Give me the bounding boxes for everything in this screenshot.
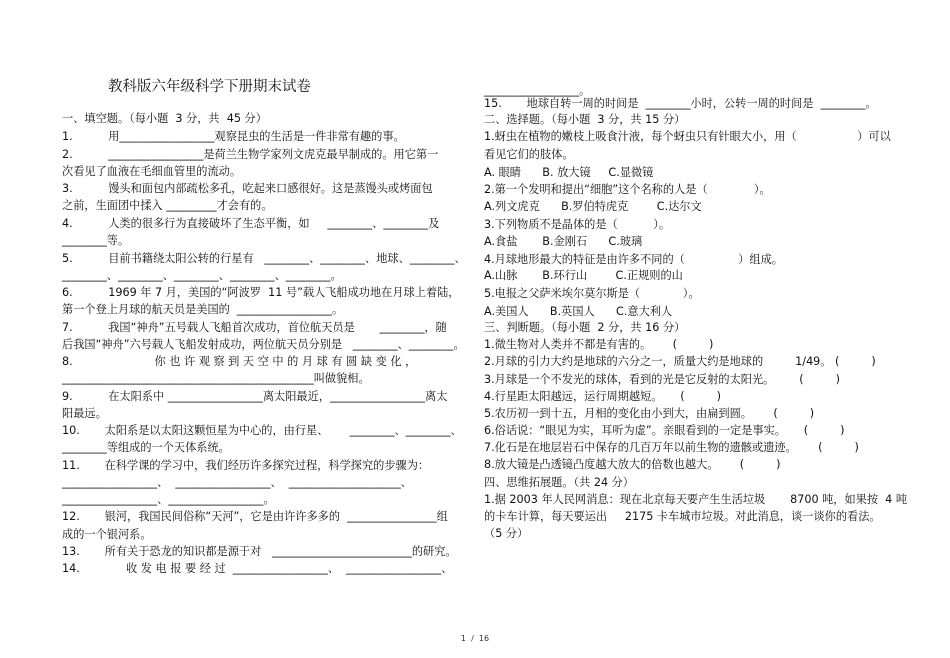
text-line: 1.蚜虫在植物的嫩枝上吸食汁液，每个蚜虫只有针眼大小，用（ ）可以 (484, 130, 891, 143)
text-line: 9. 在太阳系中 _________________离太阳最近，_________________离太 (62, 390, 448, 403)
text-line: 次看见了血液在毛细血管里的流动。 (62, 165, 242, 178)
text-line: 2.月球的引力大约是地球的六分之一，质量大约是地球的 1/49。 ( ) (484, 355, 876, 368)
text-line: 1.微生物对人类并不都是有害的。 ( ) (484, 338, 714, 351)
text-line: _____________________________________________叫做貌相。 (62, 372, 370, 385)
text-line: 4.行星距太阳越远，运行周期越短。 ( ) (484, 390, 722, 403)
text-line: 3. 馒头和面包内部疏松多孔，吃起来口感很好。这是蒸馒头或烤面包 (62, 182, 433, 195)
text-line: 10. 太阳系是以太阳这颗恒星为中心的，由行星、 ________、________、 (62, 424, 462, 437)
text-line: 2. _________________是荷兰生物学家列文虎克最早制成的。用它第一 (62, 148, 439, 161)
text-line: 7.化石是在地层岩石中保存的几百万年以前生物的遗骸或遗迹。 ( ) (484, 441, 859, 454)
text-line: 阳最远。 (62, 407, 107, 420)
text-line: 11. 在科学课的学习中，我们经历许多探究过程，科学探究的步骤为： (62, 459, 430, 472)
text-line: 7. 我国“神舟”五号载人飞船首次成功，首位航天员是 ________，随 (62, 321, 447, 334)
text-line: A.列文虎克 B.罗伯特虎克 C.达尔文 (484, 200, 702, 213)
text-line: 一、填空题。（每小题 3 分，共 45 分） (62, 112, 267, 125)
text-line: 8. 你 也 许 观 察 到 天 空 中 的 月 球 有 圆 缺 变 化 ， (62, 355, 417, 368)
text-line: 5.电报之父萨米埃尔莫尔斯是（ ）。 (484, 287, 700, 300)
text-line: 3.下列物质不是晶体的是（ ）。 (484, 218, 671, 231)
text-line: A. 眼睛 B. 放大镜 C.显微镜 (484, 166, 654, 179)
text-line: _________________、 _________________、 ____________________、 (62, 476, 412, 489)
text-line: A.美国人 B.英国人 C.意大利人 (484, 305, 673, 318)
text-line: 5.农历初一到十五，月相的变化由小到大，由扁到圆。 ( ) (484, 407, 815, 420)
text-line: 14. 收 发 电 报 要 经 过 _________________、 _________________、 (62, 562, 453, 575)
text-line: 之前，生面团中揉入 _________才会有的。 (62, 199, 273, 212)
text-line: 15. 地球自转一周的时间是 ________小时，公转一周的时间是 ________。 (484, 97, 877, 110)
text-line: 四、思维拓展题。（共 24 分） (484, 476, 634, 489)
exam-title: 教科版六年级科学下册期末试卷 (108, 79, 311, 95)
text-line: 后我国“神舟”六号载人飞船发射成功，两位航天员分别是 ________、________。 (62, 338, 465, 351)
text-line: ________、________、________、________、________。 (62, 269, 342, 282)
text-line: 8.放大镜是凸透镜凸度越大放大的倍数也越大。 ( ) (484, 458, 781, 471)
text-line: 3.月球是一个不发光的球体，看到的光是它反射的太阳光。 ( ) (484, 373, 840, 386)
text-line: 1. 用_________________观察昆虫的生活是一件非常有趣的事。 (62, 130, 405, 143)
text-line: 成的一个银河系。 (62, 528, 152, 541)
text-line: 2.第一个发明和提出“细胞”这个名称的人是（ ）。 (484, 183, 771, 196)
text-line: ________等组成的一个天体系统。 (62, 441, 230, 454)
text-line: A.食盐 B.金刚石 C.玻璃 (484, 235, 643, 248)
text-line: （5 分） (484, 527, 529, 540)
text-line: 13. 所有关于恐龙的知识都是源于对 _________________________的研究。 (62, 545, 457, 558)
text-line: 4.月球地形最大的特征是由许多不同的（ ）组成。 (484, 253, 783, 266)
text-line: _________________。 (484, 84, 591, 97)
text-line: 5. 目前书籍绕太阳公转的行星有 ________、________、地球、________、 (62, 252, 466, 265)
text-line: ________等。 (62, 234, 130, 247)
text-line: _________________、_________________。 (62, 493, 275, 506)
text-line: 12. 银河，我国民间俗称“天河”，它是由许许多多的 ________________组 (62, 510, 448, 523)
text-line: 看见它们的肢体。 (484, 148, 574, 161)
text-line: 三、判断题。（每小题 2 分，共 16 分） (484, 321, 686, 334)
text-line: 1.据 2003 年人民网消息：现在北京每天要产生生活垃圾 8700 吨，如果按 4 吨 (484, 493, 908, 506)
text-line: 6. 1969 年 7 月，美国的“阿波罗 11 号”载人飞船成功地在月球上着陆， (62, 286, 460, 299)
text-line: 6.俗话说：“眼见为实，耳听为虚”。亲眼看到的一定是事实。 ( ) (484, 424, 845, 437)
text-line: 的卡车计算，每天要运出 2175 卡车城市垃圾。对此消息，谈一谈你的看法。 (484, 510, 881, 523)
text-line: A.山脉 B.环行山 C.正规则的山 (484, 269, 683, 282)
text-line: 二、选择题。（每小题 3 分，共 15 分） (484, 113, 686, 126)
page-number: 1 / 16 (460, 634, 490, 643)
text-line: 第一个登上月球的航天员是美国的 _________________。 (62, 303, 344, 316)
text-line: 4. 人类的很多行为直接破坏了生态平衡，如 ________、________及 (62, 217, 440, 230)
